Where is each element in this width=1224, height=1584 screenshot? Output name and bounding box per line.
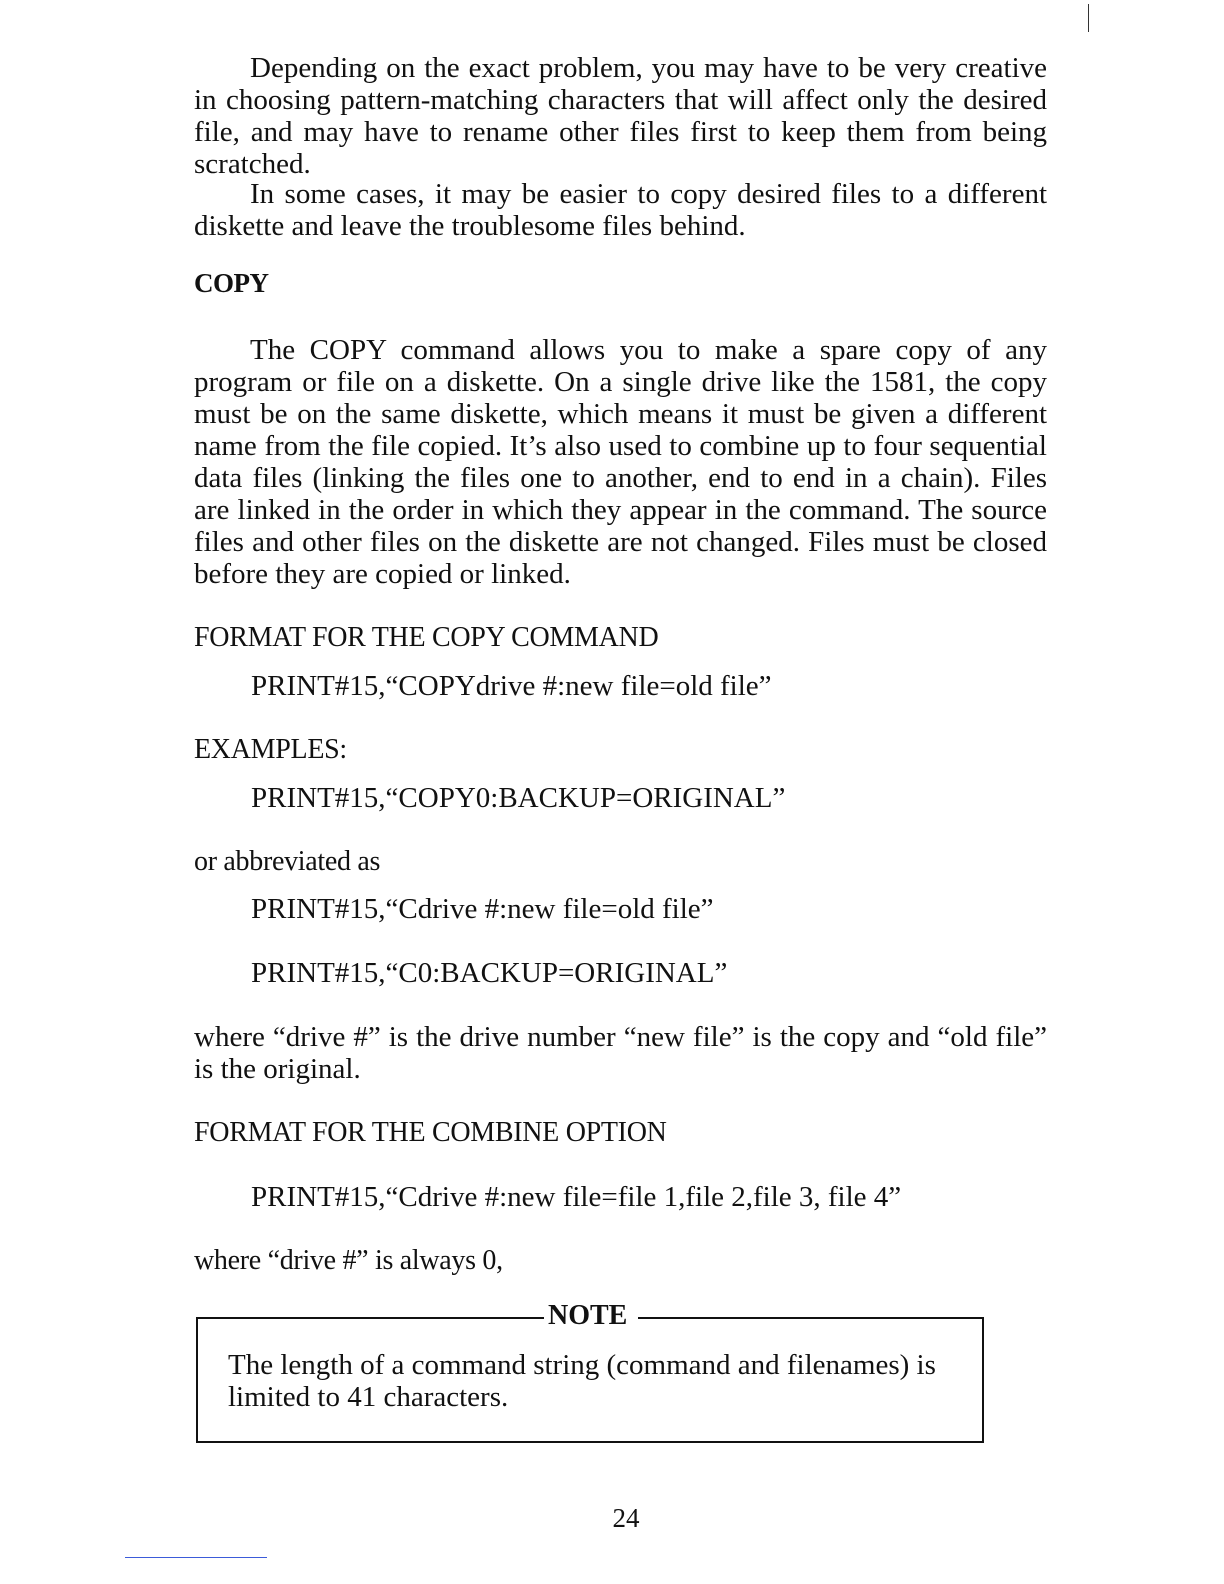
copy-description: The COPY command allows you to make a spare copy of any program or file on a diskette. On a single drive like the 1581, the copy must be on the same diskette, which means it must be given a different name from the file copied. It’s also used to combine up to four sequential data files (linking the files one to another, end to end in a chain). Files are linked in the order in which they appear in the command. The source files and other files on the diskette are not changed. Files must be closed before they are copied or linked. (194, 334, 1047, 590)
intro-paragraph-2: In some cases, it may be easier to copy desired files to a different diskette and leave the troublesome files behind. (194, 178, 1047, 242)
note-rule-left (196, 1317, 544, 1319)
abbreviated-code-2: PRINT#15,“C0:BACKUP=ORIGINAL” (251, 957, 728, 989)
footer-rule (125, 1557, 267, 1558)
abbreviated-label: or abbreviated as (194, 846, 381, 877)
abbreviated-code-1: PRINT#15,“Cdrive #:new file=old file” (251, 893, 714, 925)
section-heading: COPY (194, 268, 269, 298)
note-rule-right (638, 1317, 984, 1319)
combine-label: FORMAT FOR THE COMBINE OPTION (194, 1117, 667, 1148)
format-code: PRINT#15,“COPYdrive #:new file=old file” (251, 670, 772, 702)
format-label: FORMAT FOR THE COPY COMMAND (194, 622, 659, 653)
combine-code: PRINT#15,“Cdrive #:new file=file 1,file 2,file 3, file 4” (251, 1181, 902, 1213)
where-always-text: where “drive #” is always 0, (194, 1245, 503, 1276)
scan-artifact-mark (1088, 4, 1089, 32)
note-text: The length of a command string (command and filenames) is limited to 41 characters. (228, 1349, 936, 1413)
note-title: NOTE (548, 1300, 628, 1331)
page-number: 24 (612, 1503, 640, 1533)
intro-paragraph-1: Depending on the exact problem, you may have to be very creative in choosing pattern-matching characters that will affect only the desired file, and may have to rename other files first to keep them from being scratched. (194, 52, 1047, 180)
example-code-1: PRINT#15,“COPY0:BACKUP=ORIGINAL” (251, 782, 786, 814)
where-explanation: where “drive #” is the drive number “new file” is the copy and “old file” is the original. (194, 1021, 1047, 1085)
examples-label: EXAMPLES: (194, 734, 347, 765)
